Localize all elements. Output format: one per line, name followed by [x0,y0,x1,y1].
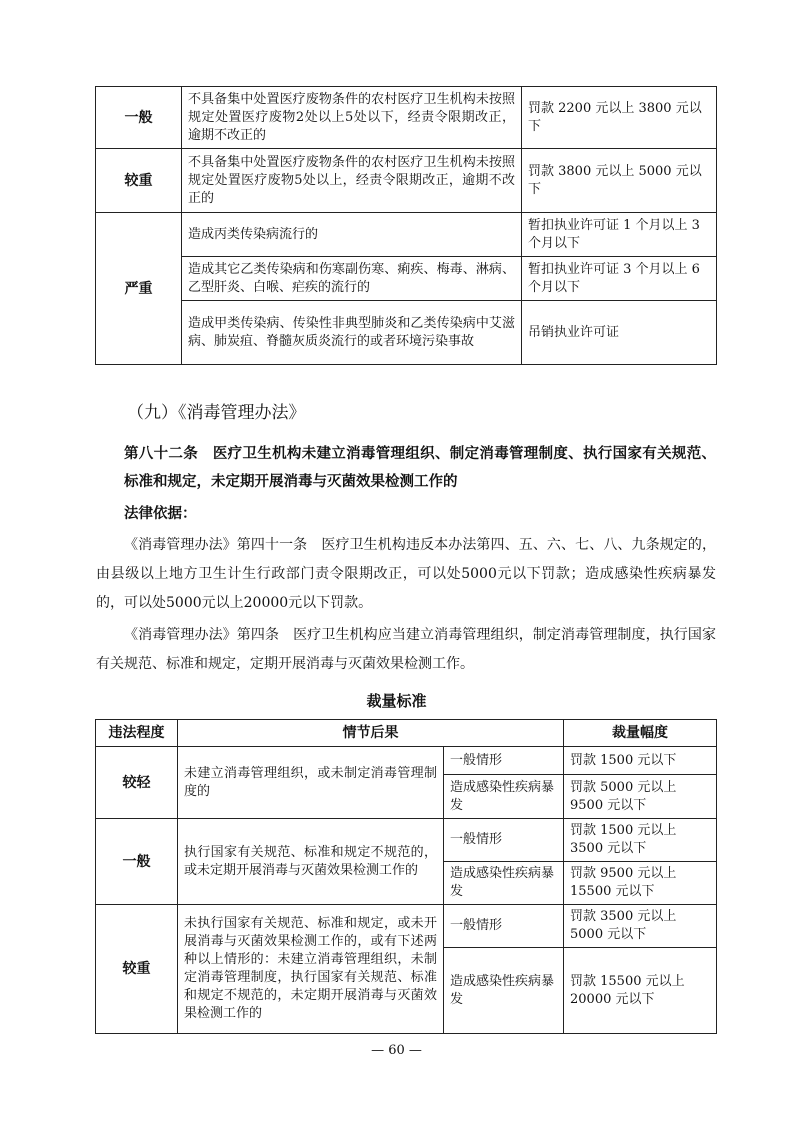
table-row [96,257,717,301]
penalty-cell: 罚款 15500 元以上 20000 元以下 [564,948,717,1034]
table-caption: 裁量标准 [366,692,427,710]
discretion-standard-table [95,719,717,1034]
section-heading: （九）《消毒管理办法》 [127,403,306,423]
penalty-cell: 罚款 1500 元以下 [564,747,717,775]
degree-cell: 严重 [96,213,182,365]
case-cell: 造成感染性疾病暴发 [444,948,564,1034]
detail-cell: 未建立消毒管理组织，或未制定消毒管理制度的 [178,747,444,819]
penalty-table-continued [95,86,717,365]
penalty-cell: 罚款 3800 元以上 5000 元以下 [522,149,717,213]
header-degree: 违法程度 [96,720,178,747]
degree-cell: 较重 [96,905,178,1034]
degree-cell: 较轻 [96,747,178,819]
header-detail: 情节后果 [178,720,564,747]
penalty-cell: 罚款 1500 元以上 3500 元以下 [564,819,717,862]
table-row [96,87,717,149]
detail-cell: 造成丙类传染病流行的 [182,213,522,257]
detail-cell: 执行国家有关规范、标准和规定不规范的，或未定期开展消毒与灭菌效果检测工作的 [178,819,444,905]
legal-basis-label: 法律依据： [124,506,197,522]
detail-cell: 造成其它乙类传染病和伤寒副伤寒、痢疾、梅毒、淋病、乙型肝炎、白喉、疟疾的流行的 [182,257,522,301]
table-row [96,149,717,213]
table-header-row [96,720,717,747]
penalty-cell: 罚款 9500 元以上 15500 元以下 [564,862,717,905]
table-row [96,301,717,365]
penalty-cell: 罚款 2200 元以上 3800 元以下 [522,87,717,149]
detail-cell: 不具备集中处置医疗废物条件的农村医疗卫生机构未按照规定处置医疗废物5处以上，经责令限期改正，逾期不改正的 [182,149,522,213]
header-penalty: 裁量幅度 [564,720,717,747]
table-row [96,819,717,862]
degree-cell: 一般 [96,819,178,905]
paragraph-2: 《消毒管理办法》第四条 医疗卫生机构应当建立消毒管理组织，制定消毒管理制度，执行国家有关规范、标准和规定，定期开展消毒与灭菌效果检测工作。 [96,627,716,672]
detail-cell: 不具备集中处置医疗废物条件的农村医疗卫生机构未按照规定处置医疗废物2处以上5处以下，经责令限期改正，逾期不改正的 [182,87,522,149]
penalty-cell: 罚款 5000 元以上 9500 元以下 [564,775,717,819]
degree-cell: 一般 [96,87,182,149]
table-row [96,905,717,948]
detail-cell: 未执行国家有关规范、标准和规定，或未开展消毒与灭菌效果检测工作的，或有下述两种以上情形的：未建立消毒管理组织，未制定消毒管理制度，执行国家有关规范、标准和规定不规范的，未定期开展消毒与灭菌效果检测工作的 [178,905,444,1034]
article-title: 第八十二条 医疗卫生机构未建立消毒管理组织、制定消毒管理制度、执行国家有关规范、标准和规定，未定期开展消毒与灭菌效果检测工作的 [124,446,716,490]
penalty-cell: 吊销执业许可证 [522,301,717,365]
paragraph-1: 《消毒管理办法》第四十一条 医疗卫生机构违反本办法第四、五、六、七、八、九条规定的，由县级以上地方卫生计生行政部门责令限期改正，可以处5000元以下罚款；造成感染性疾病暴发的，可以处5000元以上20000元以下罚款。 [96,537,716,611]
case-cell: 造成感染性疾病暴发 [444,862,564,905]
degree-cell: 较重 [96,149,182,213]
case-cell: 一般情形 [444,905,564,948]
case-cell: 一般情形 [444,819,564,862]
detail-cell: 造成甲类传染病、传染性非典型肺炎和乙类传染病中艾滋病、肺炭疽、脊髓灰质炎流行的或者环境污染事故 [182,301,522,365]
case-cell: 造成感染性疾病暴发 [444,775,564,819]
penalty-cell: 暂扣执业许可证 1 个月以上 3 个月以下 [522,213,717,257]
page-number: — 60 — [371,1043,422,1058]
table-row [96,213,717,257]
case-cell: 一般情形 [444,747,564,775]
penalty-cell: 罚款 3500 元以上 5000 元以下 [564,905,717,948]
table-row [96,747,717,775]
penalty-cell: 暂扣执业许可证 3 个月以上 6 个月以下 [522,257,717,301]
